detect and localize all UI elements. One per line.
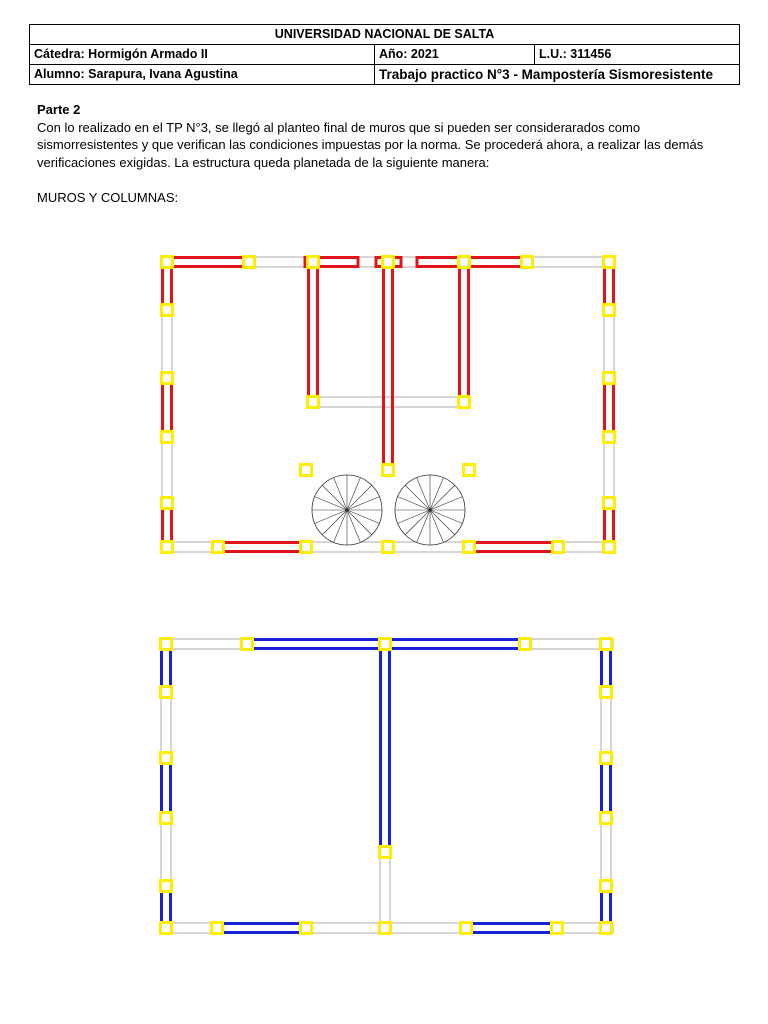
column — [162, 542, 173, 553]
column — [161, 639, 172, 650]
seismic-wall — [466, 924, 557, 933]
column — [244, 257, 255, 268]
column — [213, 542, 224, 553]
stair-center — [429, 509, 432, 512]
seismic-wall — [218, 543, 306, 552]
floor-plan-2 — [161, 639, 614, 934]
part-title: Parte 2 — [37, 102, 81, 117]
column — [604, 257, 615, 268]
seismic-wall — [602, 757, 611, 820]
column — [383, 257, 394, 268]
column — [464, 542, 475, 553]
lu-cell: L.U.: 311456 — [535, 45, 740, 65]
column — [461, 923, 472, 934]
seismic-wall — [309, 262, 318, 402]
column — [380, 923, 391, 934]
column — [553, 542, 564, 553]
seismic-wall — [213, 924, 308, 933]
column — [161, 687, 172, 698]
column — [459, 257, 470, 268]
column — [520, 639, 531, 650]
column — [604, 432, 615, 443]
paragraph-line-2: sismorresistentes y que verifican las condiciones impuestas por la norma. Se procederá ahora, a realizar las demás — [37, 137, 704, 152]
column — [604, 542, 615, 553]
column — [601, 813, 612, 824]
column — [604, 373, 615, 384]
column — [601, 923, 612, 934]
spiral-stair — [395, 475, 465, 545]
seismic-wall — [417, 258, 530, 267]
column — [383, 542, 394, 553]
column — [301, 542, 312, 553]
column — [601, 753, 612, 764]
column — [464, 465, 475, 476]
column — [161, 923, 172, 934]
column — [601, 639, 612, 650]
column — [162, 498, 173, 509]
seismic-wall — [163, 258, 248, 267]
column — [601, 687, 612, 698]
anio-cell: Año: 2021 — [375, 45, 535, 65]
alumno-cell: Alumno: Sarapura, Ivana Agustina — [30, 65, 375, 85]
wall-outline — [308, 397, 469, 407]
column — [161, 753, 172, 764]
column — [308, 397, 319, 408]
university-name: UNIVERSIDAD NACIONAL DE SALTA — [30, 25, 740, 45]
spiral-stair — [312, 475, 382, 545]
stair-center — [346, 509, 349, 512]
column — [552, 923, 563, 934]
column — [162, 257, 173, 268]
trabajo-cell: Trabajo practico N°3 - Mampostería Sismoresistente — [375, 65, 740, 85]
column — [383, 465, 394, 476]
seismic-wall — [470, 543, 553, 552]
column — [162, 305, 173, 316]
column — [459, 397, 470, 408]
column — [380, 847, 391, 858]
column — [162, 432, 173, 443]
column — [161, 813, 172, 824]
seismic-wall — [381, 644, 390, 852]
column — [301, 465, 312, 476]
paragraph-line-1: Con lo realizado en el TP N°3, se llegó al planteo final de muros que si pueden ser considerarados como — [37, 119, 641, 135]
seismic-wall — [163, 378, 172, 438]
catedra-cell: Cátedra: Hormigón Armado II — [30, 45, 375, 65]
seismic-wall — [605, 378, 614, 438]
seismic-wall — [162, 757, 171, 820]
column — [161, 881, 172, 892]
column — [380, 639, 391, 650]
column — [604, 498, 615, 509]
column — [301, 923, 312, 934]
column — [522, 257, 533, 268]
floor-plan-1 — [162, 257, 615, 553]
seismic-wall — [384, 262, 393, 467]
column — [604, 305, 615, 316]
paragraph-line-3: verificaciones exigidas. La estructura queda planetada de la siguiente manera: — [37, 154, 490, 170]
section-label: MUROS Y COLUMNAS: — [37, 189, 179, 205]
column — [212, 923, 223, 934]
seismic-wall — [460, 262, 469, 402]
column — [162, 373, 173, 384]
column — [601, 881, 612, 892]
column — [242, 639, 253, 650]
column — [308, 257, 319, 268]
